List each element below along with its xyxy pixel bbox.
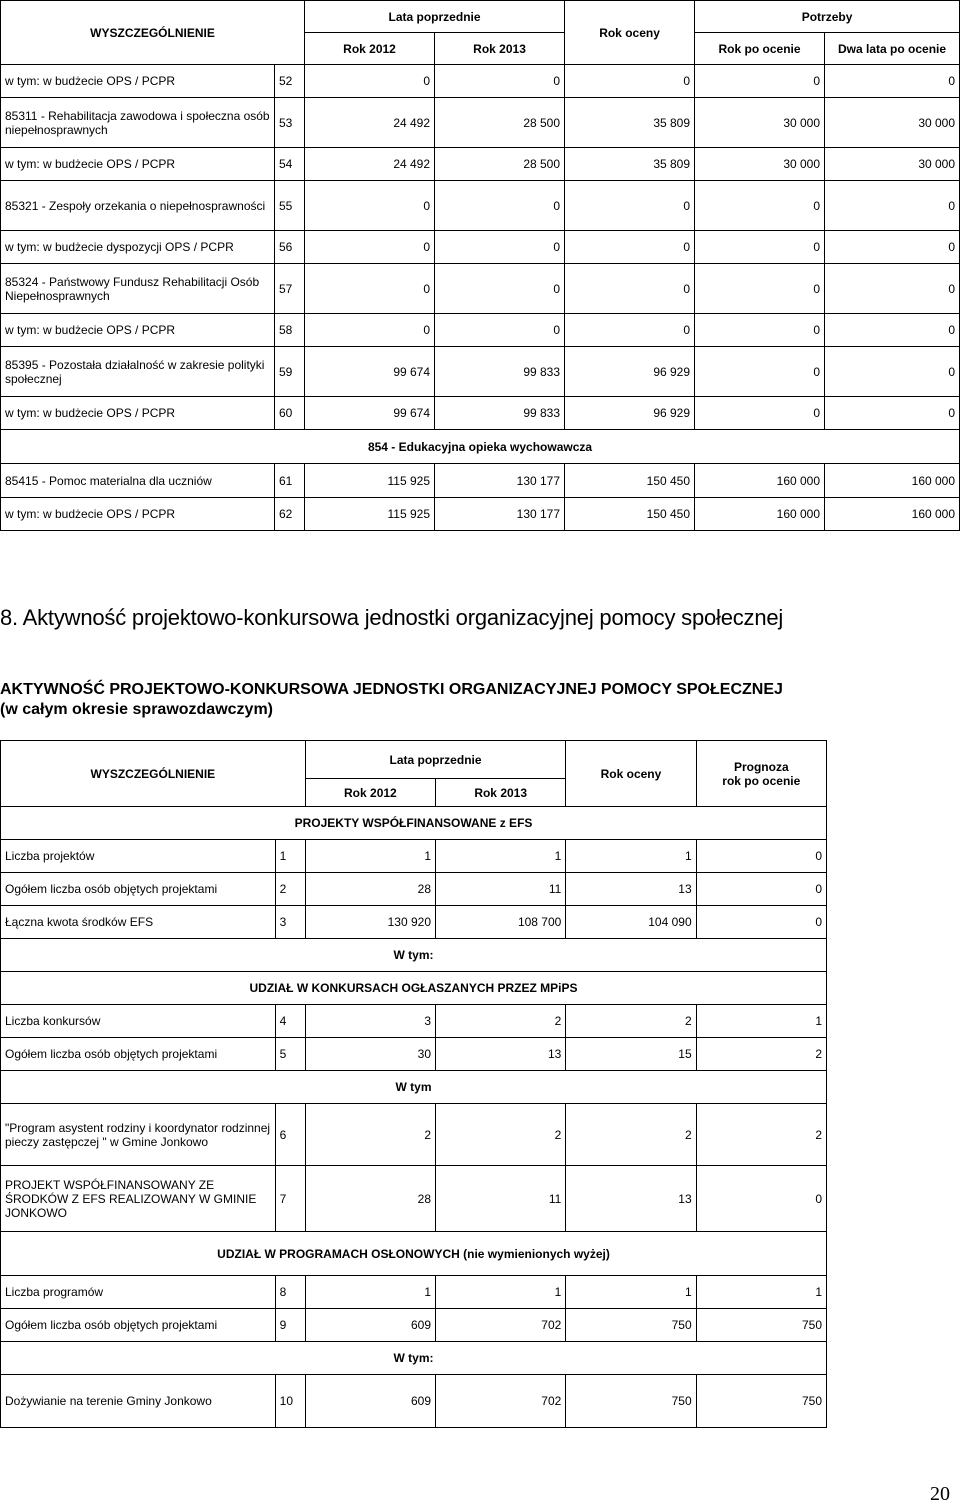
section-konkursy: UDZIAŁ W KONKURSACH OGŁASZANYCH PRZEZ MPiPS bbox=[1, 972, 827, 1005]
row-value-v2: 702 bbox=[436, 1375, 566, 1428]
row-value-v2: 2 bbox=[436, 1005, 566, 1038]
row-value-v4: 0 bbox=[696, 906, 826, 939]
t2-header-prognoza bbox=[696, 741, 826, 807]
section-w-tym-2: W tym bbox=[1, 1071, 827, 1104]
row-label: w tym: w budżecie dyspozycji OPS / PCPR bbox=[1, 231, 275, 264]
row-value-v4: 750 bbox=[696, 1309, 826, 1342]
header-lata-poprzednie: Lata poprzednie bbox=[305, 1, 565, 33]
row-value-v2: 702 bbox=[436, 1309, 566, 1342]
row-value-v5: 0 bbox=[825, 397, 960, 430]
table-row bbox=[1, 840, 827, 873]
row-value-v1: 0 bbox=[305, 181, 435, 231]
row-lp: 8 bbox=[275, 1276, 305, 1309]
row-label: w tym: w budżecie OPS / PCPR bbox=[1, 314, 275, 347]
table-row bbox=[1, 464, 960, 498]
row-value-v3: 2 bbox=[566, 1104, 696, 1166]
row-lp: 9 bbox=[275, 1309, 305, 1342]
table-row bbox=[1, 1104, 827, 1166]
row-value-v4: 0 bbox=[696, 873, 826, 906]
row-value-v3: 35 809 bbox=[565, 148, 695, 181]
row-value-v1: 24 492 bbox=[305, 148, 435, 181]
row-value-v5: 0 bbox=[825, 264, 960, 314]
row-value-v2: 11 bbox=[436, 873, 566, 906]
section-854: 854 - Edukacyjna opieka wychowawcza bbox=[1, 430, 960, 464]
row-value-v3: 0 bbox=[565, 231, 695, 264]
row-value-v2: 28 500 bbox=[435, 148, 565, 181]
row-value-v1: 1 bbox=[305, 840, 435, 873]
section-w-tym-3: W tym: bbox=[1, 1342, 827, 1375]
row-lp: 59 bbox=[275, 347, 305, 397]
section-efs: PROJEKTY WSPÓŁFINANSOWANE z EFS bbox=[1, 807, 827, 840]
row-value-v4: 160 000 bbox=[695, 498, 825, 531]
row-label: 85324 - Państwowy Fundusz Rehabilitacji Osób Niepełnosprawnych bbox=[1, 264, 275, 314]
row-value-v4: 0 bbox=[695, 264, 825, 314]
row-value-v4: 0 bbox=[696, 1166, 826, 1232]
row-value-v1: 30 bbox=[305, 1038, 435, 1071]
table-row bbox=[1, 906, 827, 939]
row-value-v3: 13 bbox=[566, 873, 696, 906]
row-label: Liczba projektów bbox=[1, 840, 276, 873]
row-value-v5: 0 bbox=[825, 314, 960, 347]
row-lp: 52 bbox=[275, 65, 305, 98]
row-label: Ogółem liczba osób objętych projektami bbox=[1, 873, 276, 906]
row-value-v2: 0 bbox=[435, 181, 565, 231]
row-value-v1: 0 bbox=[305, 314, 435, 347]
row-value-v2: 0 bbox=[435, 231, 565, 264]
row-lp: 61 bbox=[275, 464, 305, 498]
row-value-v1: 0 bbox=[305, 65, 435, 98]
row-value-v1: 115 925 bbox=[305, 498, 435, 531]
sub-heading-line2: (w całym okresie sprawozdawczym) bbox=[0, 701, 273, 718]
row-label: "Program asystent rodziny i koordynator rodzinnej pieczy zastępczej " w Gmine Jonkowo bbox=[1, 1104, 276, 1166]
row-value-v2: 0 bbox=[435, 65, 565, 98]
table-row bbox=[1, 98, 960, 148]
row-value-v3: 96 929 bbox=[565, 397, 695, 430]
row-value-v3: 96 929 bbox=[565, 347, 695, 397]
row-value-v5: 160 000 bbox=[825, 464, 960, 498]
row-value-v3: 35 809 bbox=[565, 98, 695, 148]
t2-header-rok-2013: Rok 2013 bbox=[436, 779, 566, 807]
row-value-v3: 2 bbox=[566, 1005, 696, 1038]
row-lp: 1 bbox=[275, 840, 305, 873]
row-value-v2: 2 bbox=[436, 1104, 566, 1166]
row-value-v3: 750 bbox=[566, 1309, 696, 1342]
row-value-v4: 2 bbox=[696, 1104, 826, 1166]
row-value-v3: 104 090 bbox=[566, 906, 696, 939]
row-value-v4: 0 bbox=[695, 231, 825, 264]
row-lp: 57 bbox=[275, 264, 305, 314]
table-row bbox=[1, 1276, 827, 1309]
sub-heading bbox=[0, 680, 783, 720]
row-label: w tym: w budżecie OPS / PCPR bbox=[1, 397, 275, 430]
row-value-v4: 0 bbox=[695, 397, 825, 430]
row-lp: 2 bbox=[275, 873, 305, 906]
header-rok-po-ocenie: Rok po ocenie bbox=[695, 33, 825, 65]
row-label: Liczba programów bbox=[1, 1276, 276, 1309]
row-label: 85311 - Rehabilitacja zawodowa i społeczna osób niepełnosprawnych bbox=[1, 98, 275, 148]
t2-header-rok-2012: Rok 2012 bbox=[305, 779, 435, 807]
row-value-v2: 11 bbox=[436, 1166, 566, 1232]
row-value-v5: 0 bbox=[825, 347, 960, 397]
row-value-v4: 0 bbox=[696, 840, 826, 873]
section-heading: 8. Aktywność projektowo-konkursowa jednostki organizacyjnej pomocy społecznej bbox=[0, 605, 784, 630]
row-value-v1: 24 492 bbox=[305, 98, 435, 148]
row-value-v5: 0 bbox=[825, 181, 960, 231]
section-oslonowe: UDZIAŁ W PROGRAMACH OSŁONOWYCH (nie wymienionych wyżej) bbox=[1, 1232, 827, 1276]
row-value-v2: 0 bbox=[435, 314, 565, 347]
row-value-v2: 130 177 bbox=[435, 498, 565, 531]
row-label: Dożywianie na terenie Gminy Jonkowo bbox=[1, 1375, 276, 1428]
table-row bbox=[1, 231, 960, 264]
row-value-v1: 99 674 bbox=[305, 397, 435, 430]
row-value-v4: 1 bbox=[696, 1005, 826, 1038]
row-lp: 6 bbox=[275, 1104, 305, 1166]
row-lp: 55 bbox=[275, 181, 305, 231]
t2-header-lata-poprzednie: Lata poprzednie bbox=[305, 741, 566, 779]
header-potrzeby: Potrzeby bbox=[695, 1, 960, 33]
row-value-v3: 15 bbox=[566, 1038, 696, 1071]
row-value-v4: 0 bbox=[695, 65, 825, 98]
row-lp: 53 bbox=[275, 98, 305, 148]
table-project-activity bbox=[0, 740, 827, 1428]
row-value-v2: 13 bbox=[436, 1038, 566, 1071]
row-value-v1: 0 bbox=[305, 231, 435, 264]
header-wyszczegolnienie: WYSZCZEGÓLNIENIE bbox=[1, 1, 305, 65]
table-row bbox=[1, 65, 960, 98]
table-row bbox=[1, 1375, 827, 1428]
row-value-v2: 108 700 bbox=[436, 906, 566, 939]
row-value-v1: 130 920 bbox=[305, 906, 435, 939]
row-value-v3: 0 bbox=[565, 314, 695, 347]
header-rok-2012: Rok 2012 bbox=[305, 33, 435, 65]
row-lp: 3 bbox=[275, 906, 305, 939]
table-row bbox=[1, 1038, 827, 1071]
row-value-v1: 1 bbox=[305, 1276, 435, 1309]
row-label: 85415 - Pomoc materialna dla uczniów bbox=[1, 464, 275, 498]
row-label: 85395 - Pozostała działalność w zakresie polityki społecznej bbox=[1, 347, 275, 397]
row-lp: 62 bbox=[275, 498, 305, 531]
row-value-v1: 0 bbox=[305, 264, 435, 314]
row-value-v3: 750 bbox=[566, 1375, 696, 1428]
row-label: 85321 - Zespoły orzekania o niepełnosprawności bbox=[1, 181, 275, 231]
row-value-v3: 0 bbox=[565, 264, 695, 314]
table-row bbox=[1, 873, 827, 906]
row-value-v2: 1 bbox=[436, 1276, 566, 1309]
row-value-v4: 750 bbox=[696, 1375, 826, 1428]
row-value-v4: 0 bbox=[695, 347, 825, 397]
t2-header-prognoza-line1: Prognoza bbox=[733, 759, 789, 774]
row-value-v4: 160 000 bbox=[695, 464, 825, 498]
t2-header-wyszczegolnienie: WYSZCZEGÓLNIENIE bbox=[1, 741, 306, 807]
row-label: Ogółem liczba osób objętych projektami bbox=[1, 1038, 276, 1071]
row-lp: 4 bbox=[275, 1005, 305, 1038]
row-value-v3: 0 bbox=[565, 65, 695, 98]
row-value-v2: 1 bbox=[436, 840, 566, 873]
row-value-v3: 0 bbox=[565, 181, 695, 231]
row-value-v3: 13 bbox=[566, 1166, 696, 1232]
table-row bbox=[1, 1166, 827, 1232]
row-value-v1: 28 bbox=[305, 873, 435, 906]
row-value-v1: 609 bbox=[305, 1309, 435, 1342]
row-value-v2: 99 833 bbox=[435, 347, 565, 397]
row-lp: 58 bbox=[275, 314, 305, 347]
row-lp: 60 bbox=[275, 397, 305, 430]
row-value-v4: 0 bbox=[695, 181, 825, 231]
row-value-v1: 99 674 bbox=[305, 347, 435, 397]
row-lp: 54 bbox=[275, 148, 305, 181]
row-lp: 56 bbox=[275, 231, 305, 264]
row-value-v1: 115 925 bbox=[305, 464, 435, 498]
table-row bbox=[1, 498, 960, 531]
row-value-v1: 3 bbox=[305, 1005, 435, 1038]
table-row bbox=[1, 397, 960, 430]
row-value-v1: 2 bbox=[305, 1104, 435, 1166]
row-value-v5: 160 000 bbox=[825, 498, 960, 531]
table-social-policy-budget bbox=[0, 0, 960, 531]
t2-header-prognoza-line2: rok po ocenie bbox=[722, 773, 801, 788]
table-row bbox=[1, 314, 960, 347]
row-value-v2: 28 500 bbox=[435, 98, 565, 148]
row-label: Ogółem liczba osób objętych projektami bbox=[1, 1309, 276, 1342]
row-value-v1: 28 bbox=[305, 1166, 435, 1232]
row-value-v3: 150 450 bbox=[565, 498, 695, 531]
row-value-v2: 99 833 bbox=[435, 397, 565, 430]
row-value-v2: 0 bbox=[435, 264, 565, 314]
header-rok-oceny: Rok oceny bbox=[565, 1, 695, 65]
row-label: Łączna kwota środków EFS bbox=[1, 906, 276, 939]
row-value-v5: 30 000 bbox=[825, 98, 960, 148]
header-rok-2013: Rok 2013 bbox=[435, 33, 565, 65]
row-label: PROJEKT WSPÓŁFINANSOWANY ZE ŚRODKÓW Z EFS REALIZOWANY W GMINIE JONKOWO bbox=[1, 1166, 276, 1232]
table-row bbox=[1, 264, 960, 314]
row-lp: 10 bbox=[275, 1375, 305, 1428]
row-label: w tym: w budżecie OPS / PCPR bbox=[1, 148, 275, 181]
row-value-v5: 0 bbox=[825, 231, 960, 264]
row-lp: 5 bbox=[275, 1038, 305, 1071]
row-value-v4: 30 000 bbox=[695, 98, 825, 148]
table-row bbox=[1, 347, 960, 397]
table-row bbox=[1, 1309, 827, 1342]
table-row bbox=[1, 1005, 827, 1038]
row-value-v5: 30 000 bbox=[825, 148, 960, 181]
row-lp: 7 bbox=[275, 1166, 305, 1232]
row-value-v3: 1 bbox=[566, 840, 696, 873]
row-value-v2: 130 177 bbox=[435, 464, 565, 498]
row-label: w tym: w budżecie OPS / PCPR bbox=[1, 498, 275, 531]
row-value-v1: 609 bbox=[305, 1375, 435, 1428]
section-w-tym-1: W tym: bbox=[1, 939, 827, 972]
t2-header-rok-oceny: Rok oceny bbox=[566, 741, 696, 807]
header-dwa-lata: Dwa lata po ocenie bbox=[825, 33, 960, 65]
row-label: w tym: w budżecie OPS / PCPR bbox=[1, 65, 275, 98]
row-value-v3: 1 bbox=[566, 1276, 696, 1309]
row-value-v4: 1 bbox=[696, 1276, 826, 1309]
page-number: 20 bbox=[930, 1483, 950, 1505]
table-row bbox=[1, 148, 960, 181]
row-value-v5: 0 bbox=[825, 65, 960, 98]
row-value-v4: 2 bbox=[696, 1038, 826, 1071]
table-row bbox=[1, 181, 960, 231]
row-label: Liczba konkursów bbox=[1, 1005, 276, 1038]
row-value-v3: 150 450 bbox=[565, 464, 695, 498]
row-value-v4: 0 bbox=[695, 314, 825, 347]
sub-heading-line1: AKTYWNOŚĆ PROJEKTOWO-KONKURSOWA JEDNOSTKI ORGANIZACYJNEJ POMOCY SPOŁECZNEJ bbox=[0, 681, 783, 698]
row-value-v4: 30 000 bbox=[695, 148, 825, 181]
